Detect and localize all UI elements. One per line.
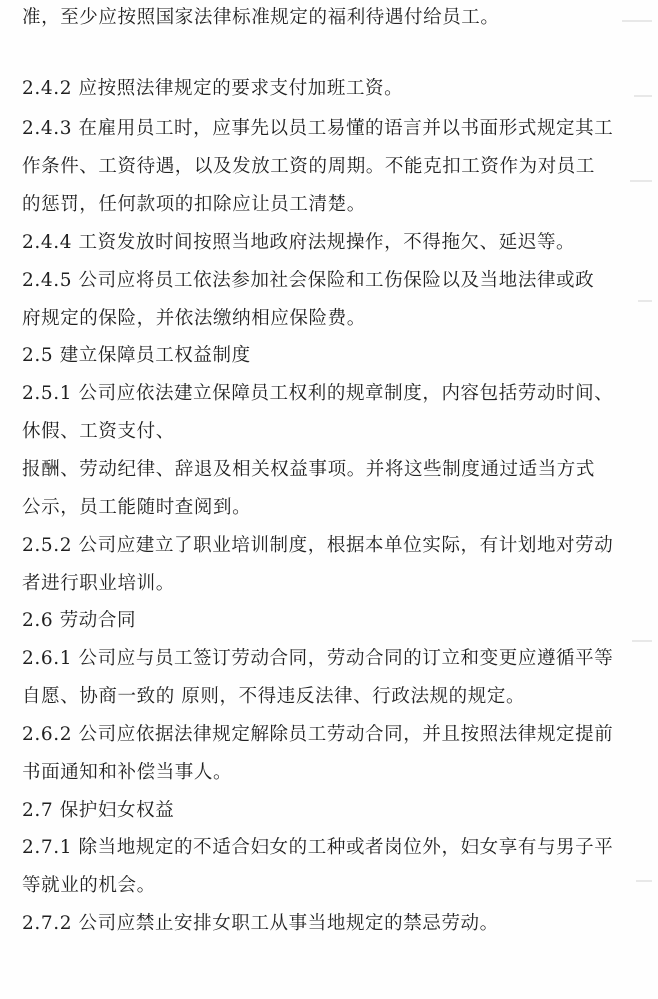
scan-mark (632, 640, 652, 642)
text-line: 2.4.5 公司应将员工依法参加社会保险和工伤保险以及当地法律或政 (22, 270, 595, 291)
text-line: 公示，员工能随时查阅到。 (22, 497, 252, 518)
text-line: 2.6.1 公司应与员工签订劳动合同，劳动合同的订立和变更应遵循平等 (22, 648, 614, 669)
text-line: 2.5.1 公司应依法建立保障员工权利的规章制度，内容包括劳动时间、 (22, 383, 614, 404)
text-line: 作条件、工资待遇，以及发放工资的周期。不能克扣工资作为对员工 (22, 156, 596, 177)
scan-mark (622, 20, 652, 22)
text-line: 府规定的保险，并依法缴纳相应保险费。 (22, 308, 366, 329)
text-line: 2.4.2 应按照法律规定的要求支付加班工资。 (22, 78, 404, 99)
text-line: 2.7.2 公司应禁止安排女职工从事当地规定的禁忌劳动。 (22, 913, 499, 934)
text-line: 自愿、协商一致的 原则，不得违反法律、行政法规的规定。 (22, 686, 526, 707)
section-heading: 2.5 建立保障员工权益制度 (22, 345, 251, 366)
text-line: 2.6.2 公司应依据法律规定解除员工劳动合同，并且按照法律规定提前 (22, 724, 614, 745)
scan-mark (634, 95, 652, 97)
text-line: 2.4.4 工资发放时间按照当地政府法规操作，不得拖欠、延迟等。 (22, 232, 576, 253)
section-heading: 2.7 保护妇女权益 (22, 800, 175, 821)
text-line: 的惩罚，任何款项的扣除应让员工清楚。 (22, 194, 366, 215)
text-line: 休假、工资支付、 (22, 421, 175, 442)
scan-mark (636, 880, 652, 882)
text-line: 准，至少应按照国家法律标准规定的福利待遇付给员工。 (22, 7, 500, 28)
text-line: 书面通知和补偿当事人。 (22, 762, 233, 783)
text-line: 2.7.1 除当地规定的不适合妇女的工种或者岗位外，妇女享有与男子平 (22, 837, 614, 858)
scan-mark (638, 300, 652, 302)
text-line: 2.4.3 在雇用员工时，应事先以员工易懂的语言并以书面形式规定其工 (22, 118, 614, 139)
text-line: 2.5.2 公司应建立了职业培训制度，根据本单位实际，有计划地对劳动 (22, 535, 614, 556)
text-line: 报酬、劳动纪律、辞退及相关权益事项。并将这些制度通过适当方式 (22, 459, 596, 480)
text-line: 等就业的机会。 (22, 875, 156, 896)
scan-mark (630, 180, 652, 182)
text-line: 者进行职业培训。 (22, 573, 175, 594)
section-heading: 2.6 劳动合同 (22, 610, 137, 631)
